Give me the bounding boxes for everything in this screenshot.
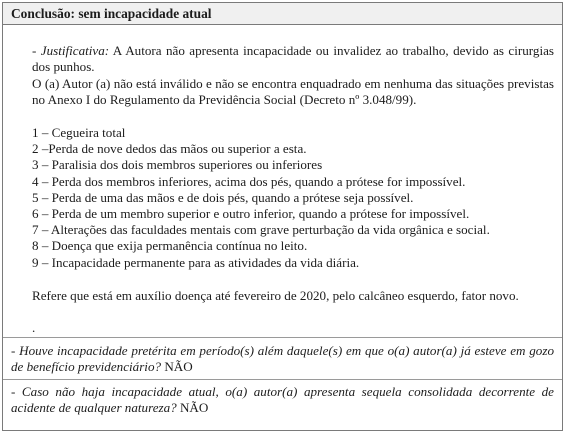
divider [3,379,562,380]
list-item: 9 – Incapacidade permanente para as atividades da vida diária. [32,255,360,270]
list-item: 5 – Perda de uma das mãos e de dois pés, quando a prótese seja possível. [32,190,414,205]
divider [3,337,562,338]
list-item: 3 – Paralisia dos dois membros superiores ou inferiores [32,157,323,172]
question-answer: NÃO [176,400,209,416]
list-item: 4 – Perda dos membros inferiores, acima dos pés, quando a prótese for impossível. [32,174,466,189]
justificativa-label: Justificativa: [40,43,110,58]
conclusion-header [3,3,562,25]
justificativa-text: A Autora não apresenta incapacidade ou invalidez ao trabalho, devido as cirurgias dos punhos. [32,43,554,75]
question-answer: NÃO [161,359,193,375]
dot-line: . [32,320,36,335]
question-text: - Houve incapacidade pretérita em período(s) além daquele(s) em que o(a) autor(a) já esteve em gozo de benefício previdenciário? [11,343,554,375]
list-item: 8 – Doença que exija permanência contínua no leito. [32,238,308,253]
question-pretérita [11,343,554,376]
autor-paragraph: O (a) Autor (a) não está inválido e não se encontra enquadrado em nenhuma das situações previstas no Anexo I do Regulamento da Previdência Social (Decreto nº 3.048/99). [32,76,554,108]
question-text: - Caso não haja incapacidade atual, o(a) autor(a) apresenta sequela consolidada decorrente de acidente de qualquer natureza? [11,384,554,416]
conclusion-title: Conclusão: sem incapacidade atual [11,6,212,21]
refere-paragraph: Refere que está em auxílio doença até fevereiro de 2020, pelo calcâneo esquerdo, fator novo. [32,288,519,303]
list-item: 6 – Perda de um membro superior e outro inferior, quando a prótese for impossível. [32,206,470,221]
list-item: 2 –Perda de nove dedos das mãos ou superior a esta. [32,141,307,156]
justificativa-paragraph: - Justificativa: A Autora não apresenta incapacidade ou invalidez ao trabalho, devido as cirurgias dos punhos. [32,43,554,75]
question-sequela [11,384,554,417]
list-item: 1 – Cegueira total [32,125,126,140]
list-item: 7 – Alterações das faculdades mentais com grave perturbação da vida orgânica e social. [32,222,490,237]
conclusion-box [2,2,563,431]
